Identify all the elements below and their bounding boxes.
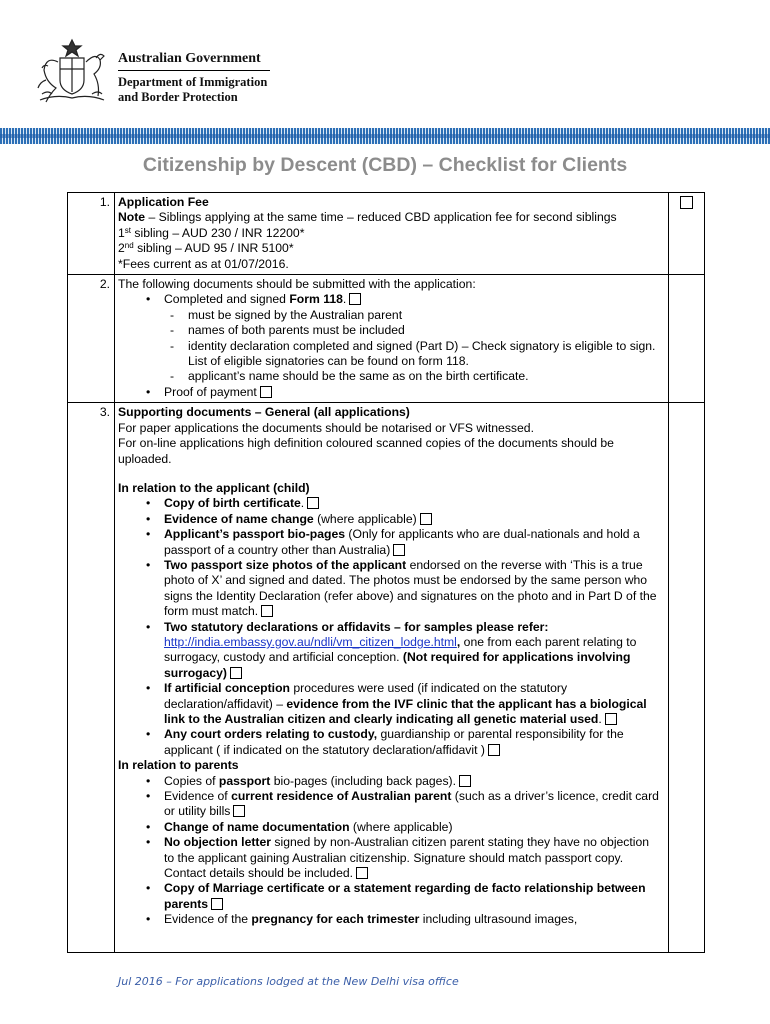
list-item [146,558,662,620]
item-bold-text: pregnancy for each trimester [251,912,420,927]
fee-line-1 [118,226,662,241]
item-bold-text: passport [218,773,271,788]
fee-amount: sibling – AUD 230 / INR 12200* [131,225,305,240]
list-item [146,881,662,912]
item-text: (such as a driver’s licence, credit card or utility bills [164,789,659,819]
item-text: bio-pages (including back pages). [270,773,456,788]
list-item [146,912,662,927]
header-band [0,128,770,144]
page-header [0,0,770,140]
checkbox[interactable] [393,544,405,556]
item-text: . [598,712,602,726]
fee-ordinal: 2 [118,241,125,256]
item-text: endorsed on the reverse with ‘This is a true photo of X’ and signed and dated. The photos must be endorsed by the same person who signs the Identity Declaration (refer above) and signatures on the photo and in Part D of the form must match. [164,557,657,619]
item-bold-text: If artificial conception [164,681,290,696]
sub-list-item: - must be signed by the Australian parent [170,308,662,323]
item-text: Evidence of [164,789,232,804]
government-divider [118,70,270,71]
embassy-link[interactable]: http://india.embassy.gov.au/ndli/vm_citizen_lodge.html [164,634,457,649]
row-content [115,193,669,275]
checklist-table [67,192,705,953]
item-bold-text: Copy of birth certificate [164,496,301,511]
checkbox[interactable] [420,513,432,525]
list-item [146,789,662,820]
checkbox[interactable] [349,293,361,305]
section-heading: In relation to parents [118,758,239,773]
page-title: Citizenship by Descent (CBD) – Checklist for Clients [142,154,628,176]
row-title: Supporting documents – General (all applications) [118,405,410,420]
item-text: (where applicable) [349,819,453,834]
item-bold-text: (Not required for applications involving surrogacy) [164,650,631,680]
item-text: signed by non-Australian citizen parent stating they have no objection to the applicant gaining Australian citizenship. Signature should match passport copy. Contact details should be included. [164,835,650,881]
checkbox[interactable] [233,805,245,817]
checkbox[interactable] [605,713,617,725]
fee-amount: sibling – AUD 95 / INR 5100* [133,241,294,256]
row-checkbox-cell [669,275,705,403]
sub-list-item: - applicant’s name should be the same as on the birth certificate. [170,369,662,384]
list-item [146,820,662,835]
item-text: Copies of [164,773,219,788]
parent-document-list [118,774,662,928]
sub-list-item: - names of both parents must be included [170,323,662,338]
checkbox[interactable] [230,667,242,679]
item-text: . [342,292,347,307]
row-number: 2. [68,275,115,403]
checkbox[interactable] [261,605,273,617]
row-number: 3. [68,403,115,953]
government-identity [118,50,270,105]
item-bold-text: Change of name documentation [164,819,350,834]
sub-list [164,308,662,385]
row-checkbox-cell [669,193,705,275]
fee-ordinal-suffix: st [124,225,132,235]
checkbox[interactable] [488,744,500,756]
item-text: (where applicable) [313,511,417,526]
row-intro: The following documents should be submitted with the application: [118,277,476,292]
list-item [146,681,662,727]
item-bold-text: No objection letter [164,835,271,850]
checkbox[interactable] [307,497,319,509]
row-number: 1. [68,193,115,275]
checkbox[interactable] [211,898,223,910]
checklist-row-3 [68,403,705,953]
department-line-2: and Border Protection [118,90,238,104]
item-text: Proof of payment [164,384,257,399]
checkbox[interactable] [459,775,471,787]
item-bold-text: Two statutory declarations or affidavits – for samples please refer: [164,619,549,634]
row-checkbox-cell [669,403,705,953]
item-text: guardianship or parental responsibility for the applicant ( if indicated on the statutory declaration/affidavit ) [164,727,624,757]
list-item [146,620,662,682]
section-heading: In relation to the applicant (child) [118,480,310,495]
checkbox[interactable] [356,867,368,879]
checkbox[interactable] [680,196,693,209]
checklist-row-2 [68,275,705,403]
list-item [146,727,662,758]
fee-note [118,210,662,225]
item-bold-text: Applicant’s passport bio-pages [164,527,346,542]
list-item [146,512,662,527]
row-content [115,403,669,953]
item-bold-text: Evidence of name change [164,511,314,526]
item-bold-text: , [456,634,461,649]
row-title: Application Fee [118,195,209,209]
child-document-list [118,496,662,758]
spacer [118,467,662,481]
coat-of-arms-icon [34,36,110,108]
list-item [146,496,662,511]
item-bold-text: Copy of Marriage certificate or a statement regarding de facto relationship between parents [164,881,646,911]
list-item [146,292,662,384]
page-footer: Jul 2016 – For applications lodged at the New Delhi visa office [118,975,459,988]
fee-line-2 [118,241,662,256]
checklist-row-1 [68,193,705,275]
list-item [146,385,662,400]
checkbox[interactable] [260,386,272,398]
item-text: one from each parent relating to surrogacy, custody and artificial conception. [164,634,637,665]
row-paragraph: For paper applications the documents should be notarised or VFS witnessed. [118,420,534,435]
list-item [146,527,662,558]
item-text: Evidence of the [164,912,252,927]
sub-list-item: - identity declaration completed and signed (Part D) – Check signatory is eligible to sign. List of eligible signatories can be found on form 118. [170,339,662,370]
item-text: Completed and signed [164,292,290,307]
item-text: including ultrasound images, [419,912,578,927]
item-bold-text: current residence of Australian parent [231,789,452,804]
note-label: Note [118,210,146,225]
item-bold-text: Two passport size photos of the applicant [164,557,407,572]
row-content [115,275,669,403]
fee-ordinal-suffix: nd [124,241,134,251]
government-name: Australian Government [118,51,261,66]
list-item [146,835,662,881]
item-text: procedures were used (if indicated on the statutory declaration/affidavit) – [164,681,568,711]
item-text: (Only for applicants who are dual-nationals and hold a passport of a country other than Australia) [164,527,640,557]
row-paragraph: For on-line applications high definition coloured scanned copies of the documents should be uploaded. [118,436,614,466]
fee-currency-note: *Fees current as at 01/07/2016. [118,256,289,271]
item-bold-text: evidence from the IVF clinic that the applicant has a biological link to the Australian citizen and clearly indicating all genetic material used [164,696,647,726]
fee-ordinal: 1 [118,225,125,240]
item-bold-text: Form 118 [289,292,343,307]
note-text: – Siblings applying at the same time – reduced CBD application fee for second siblings [145,210,617,225]
department-line-1: Department of Immigration [118,75,268,89]
document-list [118,292,662,400]
list-item [146,774,662,789]
item-bold-text: Any court orders relating to custody, [164,727,378,742]
item-text: . [300,496,305,511]
